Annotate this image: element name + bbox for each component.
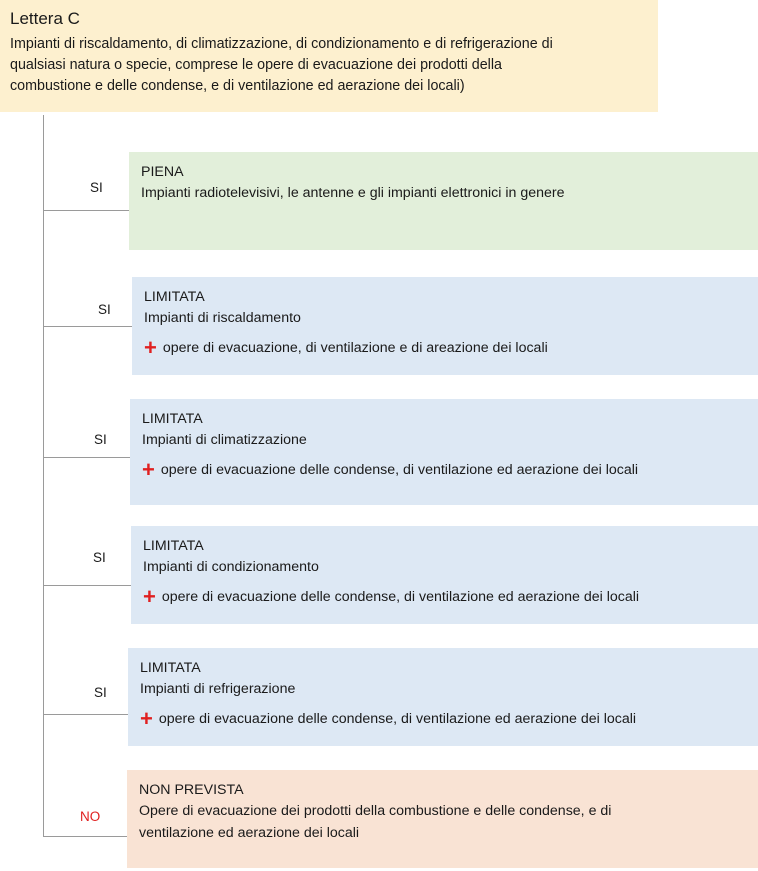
- branch-line-non-prevista: [43, 836, 127, 837]
- answer-label-refrigerazione: SI: [94, 685, 107, 700]
- branch-line-riscaldamento: [43, 326, 133, 327]
- outcome-description: Impianti radiotelevisivi, le antenne e gli impianti elettronici in genere: [141, 185, 565, 201]
- outcome-level: PIENA: [141, 164, 184, 180]
- additional-works-text: opere di evacuazione delle condense, di ventilazione ed aerazione dei locali: [158, 711, 637, 727]
- answer-label-riscaldamento: SI: [98, 302, 111, 317]
- outcome-box-piena: [129, 152, 758, 250]
- outcome-description: Opere di evacuazione dei prodotti della combustione e delle condense, e di ventilazione ed aerazione dei locali: [139, 803, 612, 841]
- additional-works-text: opere di evacuazione delle condense, di ventilazione ed aerazione dei locali: [160, 462, 639, 478]
- outcome-description: Impianti di refrigerazione: [140, 681, 296, 697]
- outcome-level: LIMITATA: [143, 538, 204, 554]
- answer-label-climatizzazione: SI: [94, 432, 107, 447]
- additional-works-text: opere di evacuazione, di ventilazione e di areazione dei locali: [162, 340, 548, 356]
- outcome-box-non-prevista: [127, 770, 758, 868]
- plus-icon: +: [144, 335, 157, 360]
- outcome-level: LIMITATA: [144, 289, 205, 305]
- outcome-box-condizionamento: [131, 526, 758, 624]
- outcome-additional-works: [140, 706, 758, 731]
- outcome-description: Impianti di climatizzazione: [142, 432, 307, 448]
- category-title: Lettera C: [10, 9, 80, 28]
- branch-line-climatizzazione: [43, 457, 131, 458]
- outcome-level: LIMITATA: [142, 411, 203, 427]
- answer-label-non-prevista: NO: [80, 809, 101, 824]
- branch-line-refrigerazione: [43, 714, 129, 715]
- outcome-box-climatizzazione: [130, 399, 758, 505]
- answer-label-condizionamento: SI: [93, 550, 106, 565]
- outcome-additional-works: [142, 457, 758, 482]
- branch-line-piena: [43, 210, 130, 211]
- plus-icon: +: [143, 584, 156, 609]
- outcome-box-riscaldamento: [132, 277, 758, 375]
- branch-line-condizionamento: [43, 585, 132, 586]
- outcome-box-refrigerazione: [128, 648, 758, 746]
- tree-trunk-line: [43, 115, 44, 837]
- plus-icon: +: [140, 706, 153, 731]
- category-header: [0, 0, 658, 112]
- category-description: Impianti di riscaldamento, di climatizzazione, di condizionamento e di refrigerazione di qualsiasi natura o specie, comprese le opere di evacuazione dei prodotti della combustione e delle condense, e di ventilazione ed aerazione dei locali): [10, 36, 553, 94]
- outcome-additional-works: [143, 584, 758, 609]
- answer-label-piena: SI: [90, 180, 103, 195]
- outcome-level: LIMITATA: [140, 660, 201, 676]
- outcome-description: Impianti di riscaldamento: [144, 310, 301, 326]
- plus-icon: +: [142, 457, 155, 482]
- outcome-description: Impianti di condizionamento: [143, 559, 319, 575]
- outcome-level: NON PREVISTA: [139, 782, 244, 798]
- outcome-additional-works: [144, 335, 758, 360]
- additional-works-text: opere di evacuazione delle condense, di ventilazione ed aerazione dei locali: [161, 589, 640, 605]
